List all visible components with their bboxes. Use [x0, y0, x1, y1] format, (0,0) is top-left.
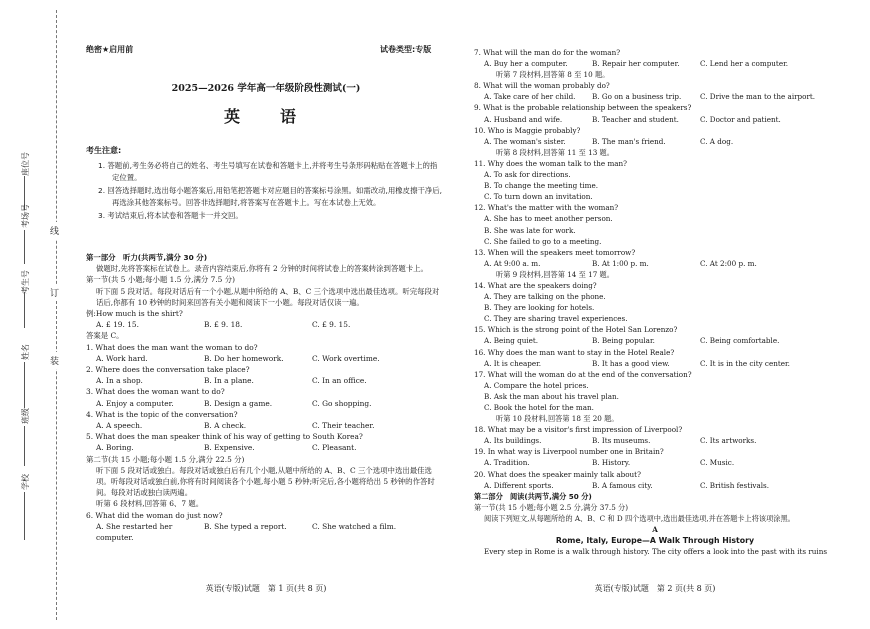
option: B. Ask the man about his travel plan.: [484, 391, 619, 401]
question-options: [474, 435, 836, 446]
question: 6. What did the woman do just now?: [86, 510, 223, 520]
option: B. They are looking for hotels.: [484, 303, 595, 313]
question-options: [86, 420, 446, 431]
option: C. Lend her a computer.: [700, 59, 788, 69]
article-title: Rome, Italy, Europe—A Walk Through History: [555, 536, 755, 546]
option: B. She was late for work.: [484, 225, 576, 235]
page-footer: 英语(专版)试题 第 1 页(共 8 页): [205, 584, 327, 593]
material-note: 听第 10 段材料,回答第 18 至 20 题。: [496, 414, 619, 424]
question: 4. What is the topic of the conversation?: [86, 409, 238, 419]
binding-cut-line: [56, 10, 57, 620]
option: C. They are sharing travel experiences.: [484, 314, 628, 324]
example-options: [86, 319, 446, 330]
example-question: 例:How much is the shirt?: [86, 309, 183, 319]
question-options: [474, 91, 836, 102]
field-line: [24, 230, 25, 264]
question: 18. What may be a visitor's first impression of Liverpool?: [474, 425, 683, 435]
option: C. At 2:00 p. m.: [700, 258, 757, 268]
option: A. Take care of her child.: [484, 92, 576, 102]
question-options: [86, 353, 446, 364]
option: C. British festivals.: [700, 480, 770, 490]
question-options: [474, 358, 836, 369]
material-note: 听第 7 段材料,回答第 8 至 10 题。: [496, 70, 610, 80]
question: 15. Which is the strong point of the Hotel San Lorenzo?: [474, 325, 678, 335]
option: A. They are talking on the phone.: [484, 292, 606, 302]
option: A. A speech.: [96, 421, 143, 431]
question: 17. What will the woman do at the end of the conversation?: [474, 369, 692, 379]
cut-mark: 装: [50, 352, 59, 369]
section2-heading: 第二节(共 15 小题;每小题 1.5 分,满分 22.5 分): [86, 454, 245, 464]
question: 5. What does the man speaker think of his way of getting to South Korea?: [86, 432, 363, 442]
question: 2. Where does the conversation take place?: [86, 365, 250, 375]
option: C. Work overtime.: [312, 353, 380, 363]
listening-part: [86, 252, 446, 543]
binding-strip: [0, 0, 70, 629]
note-item: 1. 答题前,考生务必将自己的姓名、考生号填写在试卷和答题卡上,并将考生号条形码粘贴在答题卡上的指定位置。: [98, 161, 438, 182]
question-options: [474, 258, 836, 269]
question: 1. What does the man want the woman to do?: [86, 342, 258, 352]
field-school: 学校: [21, 474, 30, 490]
question-options: [474, 457, 836, 468]
option: C. In an office.: [312, 376, 367, 386]
question-options: [474, 335, 836, 346]
option: C. It is in the city center.: [700, 358, 790, 368]
option: A. Enjoy a computer.: [96, 398, 174, 408]
option: C. Pleasant.: [312, 443, 357, 453]
option: C. To turn down an invitation.: [484, 192, 593, 202]
option: A. Different sports.: [484, 480, 554, 490]
option: C. Book the hotel for the man.: [484, 403, 594, 412]
option: B. £ 9. 18.: [204, 320, 243, 330]
option: C. A dog.: [700, 136, 734, 146]
option: B. Do her homework.: [204, 353, 284, 363]
option: A. Its buildings.: [484, 436, 542, 446]
note-item: 3. 考试结束后,将本试卷和答题卡一并交回。: [98, 211, 243, 220]
question-options: [86, 375, 446, 386]
question: 19. In what way is Liverpool number one in Britain?: [474, 447, 664, 457]
article-first-line: Every step in Rome is a walk through history. The city offers a look into the past with its ruins: [484, 547, 828, 557]
question: 14. What are the speakers doing?: [474, 280, 597, 290]
question-options: [474, 480, 836, 491]
option: B. Expensive.: [204, 443, 255, 453]
option: A. In a shop.: [96, 376, 143, 386]
section2-intro: 听下面 5 段对话或独白。每段对话或独白后有几个小题,从题中所给的 A、B、C 三个选项中选出最佳选项。听每段对话或独白前,你将有时间阅读各个小题,每小题 5 秒钟;听完后,各小题将给出 5 秒钟的作答时间。每段对话或独白读两遍。: [96, 465, 435, 498]
field-exam-room: 考场号: [21, 204, 30, 228]
option: A. Buy her a computer.: [484, 59, 568, 69]
option: B. She typed a report.: [204, 521, 287, 531]
option: C. Doctor and patient.: [700, 114, 781, 124]
option: B. Repair her computer.: [592, 59, 680, 69]
option: B. Go on a business trip.: [592, 92, 682, 102]
option: C. Go shopping.: [312, 398, 372, 408]
option: B. A check.: [204, 421, 247, 431]
option: A. She restarted her computer.: [96, 521, 173, 543]
exam-title: 2025—2026 学年高一年级阶段性测试(一): [171, 83, 361, 94]
field-seat-number: 座位号: [21, 152, 30, 176]
option: A. Work hard.: [96, 353, 148, 363]
option: A. She has to meet another person.: [484, 214, 613, 224]
section2-note: 听第 6 段材料,回答第 6、7 题。: [96, 499, 204, 509]
option: B. Design a game.: [204, 398, 273, 408]
option: C. Drive the man to the airport.: [700, 92, 816, 102]
option: B. At 1:00 p. m.: [592, 258, 649, 268]
part2-section1-heading: 第一节(共 15 小题;每小题 2.5 分,满分 37.5 分): [474, 502, 629, 512]
note-item: 2. 回答选择题时,选出每小题答案后,用铅笔把答题卡对应题目的答案标号涂黑。如需改动,用橡皮擦干净后,再选涂其他答案标号。回答非选择题时,将答案写在答题卡上。写在本试卷上无效。: [98, 186, 442, 207]
field-line: [24, 362, 25, 408]
option: C. Their teacher.: [312, 421, 375, 431]
question: 9. What is the probable relationship between the speakers?: [474, 103, 692, 113]
option: A. To ask for directions.: [484, 170, 571, 180]
question: 8. What will the woman probably do?: [474, 81, 610, 91]
option: A. Husband and wife.: [484, 114, 563, 124]
section-letter: A: [652, 525, 658, 535]
option: A. At 9:00 a. m.: [484, 258, 541, 268]
question-options: [474, 136, 836, 147]
notes-list: [98, 160, 444, 223]
field-line: [24, 292, 25, 328]
notes-heading: 考生注意:: [86, 146, 122, 155]
part1-heading: 第一部分 听力(共两节,满分 30 分): [86, 253, 208, 262]
field-line: [24, 426, 25, 466]
option: C. Being comfortable.: [700, 336, 780, 346]
option: A. Boring.: [96, 443, 134, 453]
question-options: [86, 398, 446, 409]
option: A. £ 19. 15.: [96, 320, 139, 330]
cut-mark: 线: [50, 222, 59, 239]
option: B. Teacher and student.: [592, 114, 679, 124]
option: A. Being quiet.: [484, 336, 539, 346]
cut-mark: 订: [50, 284, 59, 301]
part1-intro: 做题时,先将答案标在试卷上。录音内容结束后,你将有 2 分钟的时间将试卷上的答案转涂到答题卡上。: [96, 264, 428, 274]
part2-heading: 第二部分 阅读(共两节,满分 50 分): [474, 491, 592, 501]
page2-listening: [474, 47, 836, 557]
page-footer: 英语(专版)试题 第 2 页(共 8 页): [594, 584, 716, 593]
question-options: [474, 114, 836, 125]
question-options: [474, 58, 836, 69]
option: B. The man's friend.: [592, 136, 666, 146]
subject-title: 英 语: [223, 107, 308, 126]
question: 7. What will the man do for the woman?: [474, 48, 621, 57]
question-options: [86, 521, 446, 543]
field-line: [24, 492, 25, 540]
option: C. Music.: [700, 458, 735, 468]
paper-type: 试卷类型:专版: [380, 45, 432, 54]
question: 13. When will the speakers meet tomorrow?: [474, 247, 636, 257]
example-answer: 答案是 C。: [86, 331, 124, 341]
field-candidate-number: 考生号: [21, 270, 30, 294]
option: C. £ 9. 15.: [312, 320, 351, 330]
material-note: 听第 8 段材料,回答第 11 至 13 题。: [496, 147, 614, 157]
option: C. She watched a film.: [312, 521, 397, 531]
option: A. Tradition.: [484, 458, 530, 468]
question: 16. Why does the man want to stay in the Hotel Reale?: [474, 347, 675, 357]
question: 20. What does the speaker mainly talk about?: [474, 469, 641, 479]
section1-heading: 第一节(共 5 小题;每小题 1.5 分,满分 7.5 分): [86, 275, 235, 285]
field-name: 姓名: [21, 344, 30, 360]
option: A. The woman's sister.: [484, 136, 566, 146]
option: B. To change the meeting time.: [484, 181, 599, 191]
question: 11. Why does the woman talk to the man?: [474, 158, 628, 168]
option: C. She failed to go to a meeting.: [484, 236, 602, 246]
option: B. Being popular.: [592, 336, 655, 346]
secret-label: 绝密★启用前: [86, 45, 134, 54]
option: B. It has a good view.: [592, 358, 670, 368]
question: 3. What does the woman want to do?: [86, 387, 225, 397]
question: 12. What's the matter with the woman?: [474, 203, 619, 213]
option: A. Compare the hotel prices.: [484, 380, 589, 390]
option: B. In a plane.: [204, 376, 254, 386]
section1-intro: 听下面 5 段对话。每段对话后有一个小题,从题中所给的 A、B、C 三个选项中选出最佳选项。听完每段对话后,你都有 10 秒钟的时间来回答有关小题和阅读下一小题。每段对话仅读一遍。: [96, 286, 440, 307]
option: A. It is cheaper.: [484, 358, 542, 368]
question-options: [86, 442, 446, 453]
option: B. Its museums.: [592, 436, 651, 446]
part2-intro: 阅读下列短文,从每题所给的 A、B、C 和 D 四个选项中,选出最佳选项,并在答题卡上将该项涂黑。: [484, 513, 795, 523]
question: 10. Who is Maggie probably?: [474, 125, 581, 135]
option: C. Its artworks.: [700, 436, 757, 446]
option: B. History.: [592, 458, 631, 468]
option: B. A famous city.: [592, 480, 653, 490]
material-note: 听第 9 段材料,回答第 14 至 17 题。: [496, 269, 614, 279]
field-class: 班级: [21, 408, 30, 424]
